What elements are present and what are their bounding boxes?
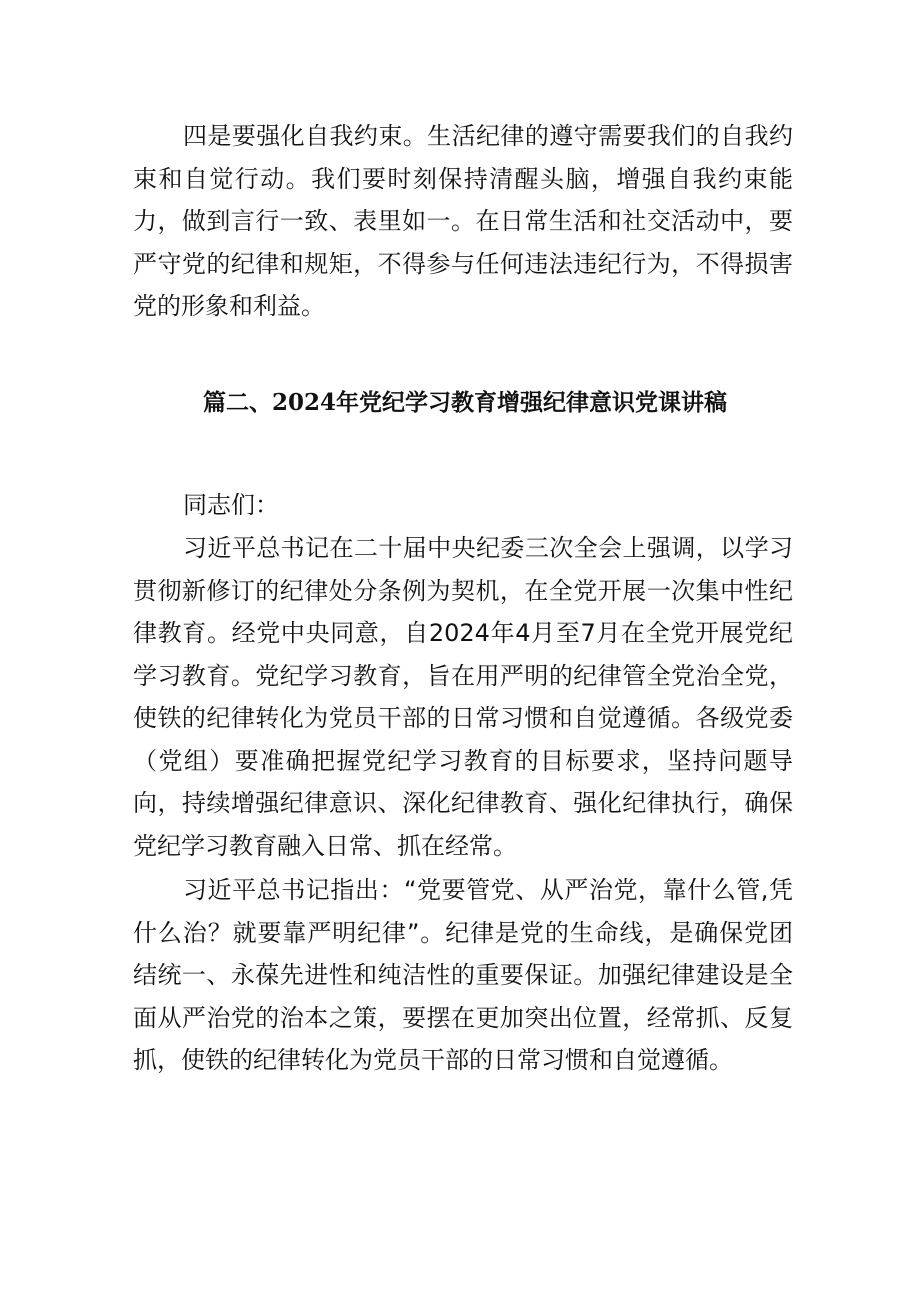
paragraph-self-discipline: 四是要强化自我约束。生活纪律的遵守需要我们的自我约束和自觉行动。我们要时刻保持清醒头脑，增强自我约束能力，做到言行一致、表里如一。在日常生活和社交活动中，要严守党的纪律和规矩，不得参与任何违法违纪行为，不得损害党的形象和利益。 — [133, 122, 793, 320]
section-heading: 篇二、2024年党纪学习教育增强纪律意识党课讲稿 — [202, 389, 727, 416]
paragraph-discipline-lifeline: 习近平总书记指出：“党要管党、从严治党，靠什么管,凭什么治？就要靠严明纪律”。纪律是党的生命线，是确保党团结统一、永葆先进性和纯洁性的重要保证。加强纪律建设是全面从严治党的治本之策，要摆在更加突出位置，经常抓、反复抓，使铁的纪律转化为党员干部的日常习惯和自觉遵循。 — [133, 876, 793, 1074]
greeting: 同志们： — [183, 491, 279, 519]
paragraph-discipline-education: 习近平总书记在二十届中央纪委三次全会上强调，以学习贯彻新修订的纪律处分条例为契机，在全党开展一次集中性纪律教育。经党中央同意，自2024年4月至7月在全党开展党纪学习教育。党纪学习教育，旨在用严明的纪律管全党治全党，使铁的纪律转化为党员干部的日常习惯和自觉遵循。各级党委（党组）要准确把握党纪学习教育的目标要求，坚持问题导向，持续增强纪律意识、深化纪律教育、强化纪律执行，确保党纪学习教育融入日常、抓在经常。 — [133, 534, 793, 860]
